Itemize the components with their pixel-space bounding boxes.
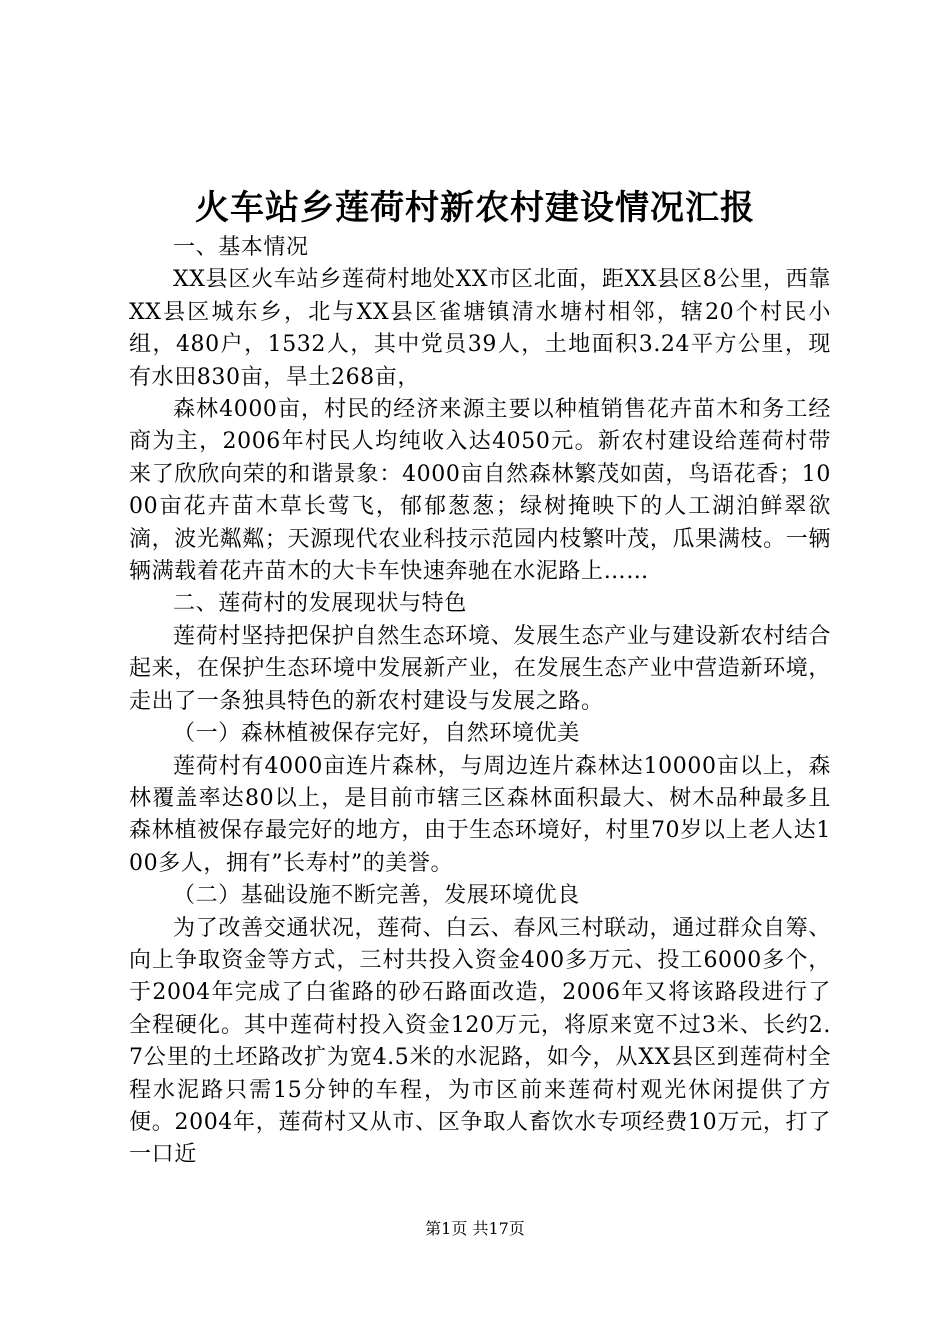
paragraph-location: XX县区火车站乡莲荷村地处XX市区北面，距XX县区8公里，西靠XX县区城东乡，北与XX县区雀塘镇清水塘村相邻，辖20个村民小组，480户，1532人，其中党员39人，土地面积3.24平方公里，现有水田830亩，旱土268亩， xyxy=(129,267,831,390)
paragraph-forest-economy: 森林4000亩，村民的经济来源主要以种植销售花卉苗木和务工经商为主，2006年村民人均纯收入达4050元。新农村建设给莲荷村带来了欣欣向荣的和谐景象：4000亩自然森林繁茂如茵，鸟语花香；1000亩花卉苗木草长莺飞，郁郁葱葱；绿树掩映下的人工湖泊鲜翠欲滴，波光粼粼；天源现代农业科技示范园内枝繁叶茂，瓜果满枝。一辆辆满载着花卉苗木的大卡车快速奔驰在水泥路上…… xyxy=(129,397,831,585)
paragraph-infrastructure: 为了改善交通状况，莲荷、白云、春风三村联动，通过群众自筹、向上争取资金等方式，三村共投入资金400多万元、投工6000多个，于2004年完成了白雀路的砂石路面改造，2006年又将该路段进行了全程硬化。其中莲荷村投入资金120万元，将原来宽不过3米、长约2.7公里的土坯路改扩为宽4.5米的水泥路，如今，从XX县区到莲荷村全程水泥路只需15分钟的车程，为市区前来莲荷村观光休闲提供了方便。2004年，莲荷村又从市、区争取人畜饮水专项经费10万元，打了一口近 xyxy=(129,915,831,1168)
section-heading-basic-info: 一、基本情况 xyxy=(173,235,309,260)
subheading-infrastructure: （二）基础设施不断完善，发展环境优良 xyxy=(173,883,580,909)
section-heading-development: 二、莲荷村的发展现状与特色 xyxy=(173,591,467,617)
document-title: 火车站乡莲荷村新农村建设情况汇报 xyxy=(195,188,755,228)
document-body xyxy=(129,232,831,1172)
paragraph-development-summary: 莲荷村坚持把保护自然生态环境、发展生态产业与建设新农村结合起来，在保护生态环境中发展新产业，在发展生态产业中营造新环境，走出了一条独具特色的新农村建设与发展之路。 xyxy=(129,623,831,714)
page-number-footer: 第1页 共17页 xyxy=(425,1219,525,1238)
paragraph-forest: 莲荷村有4000亩连片森林，与周边连片森林达10000亩以上，森林覆盖率达80以上，是目前市辖三区森林面积最大、树木品种最多且森林植被保存最完好的地方，由于生态环境好，村里70岁以上老人达100多人，拥有”长寿村”的美誉。 xyxy=(129,753,831,876)
subheading-forest: （一）森林植被保存完好，自然环境优美 xyxy=(173,721,580,747)
